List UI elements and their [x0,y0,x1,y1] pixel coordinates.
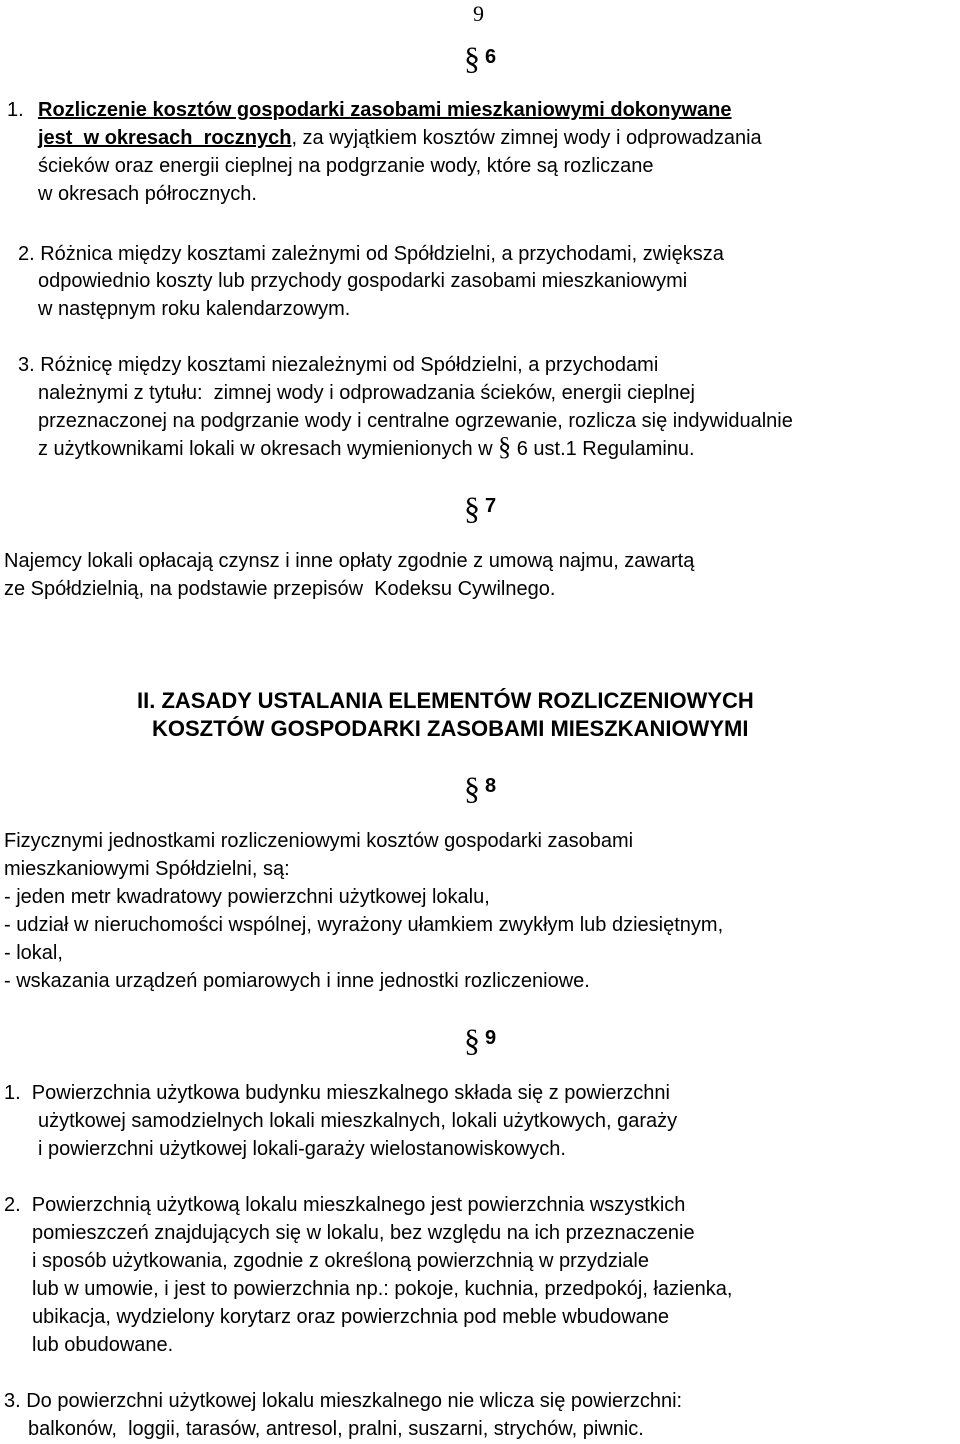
text-line: balkonów, loggii, tarasów, antresol, pralni, suszarni, strychów, piwnic. [28,1418,644,1440]
section-symbol: § [464,40,480,76]
text-line: należnymi z tytułu: zimnej wody i odprowadzania ścieków, energii cieplnej [38,382,695,404]
text-line: lub obudowane. [32,1334,174,1356]
text-line: przeznaczonej na podgrzanie wody i centralne ogrzewanie, rozlicza się indywidualnie [38,410,793,432]
section-symbol: § [464,770,480,806]
text-line: Rozliczenie kosztów gospodarki zasobami mieszkaniowymi dokonywane [38,99,732,121]
text-line: 2. Różnica między kosztami zależnymi od Spółdzielni, a przychodami, zwiększa [18,243,724,265]
text-line: 1. Powierzchnia użytkowa budynku mieszkalnego składa się z powierzchni [4,1082,670,1104]
text-line: pomieszczeń znajdujących się w lokalu, bez względu na ich przeznaczenie [32,1222,695,1244]
text-line: i powierzchni użytkowej lokali-garaży wielostanowiskowych. [38,1138,566,1160]
section-symbol: § [464,1022,480,1058]
text-line: ze Spółdzielnią, na podstawie przepisów Kodeksu Cywilnego. [4,578,556,600]
section-number: 6 [485,46,497,68]
text-line: Fizycznymi jednostkami rozliczeniowymi kosztów gospodarki zasobami [4,830,634,852]
list-item: - jeden metr kwadratowy powierzchni użytkowej lokalu, [4,886,490,908]
text-line: mieszkaniowymi Spółdzielni, są: [4,858,290,880]
text-line: Najemcy lokali opłacają czynsz i inne opłaty zgodnie z umową najmu, zawartą [4,550,695,572]
text-line: lub w umowie, i jest to powierzchnia np.: pokoje, kuchnia, przedpokój, łazienka, [32,1278,733,1300]
list-item: - lokal, [4,942,63,964]
heading-line: II. ZASADY USTALANIA ELEMENTÓW ROZLICZENIOWYCH [137,688,754,713]
list-item: - wskazania urządzeń pomiarowych i inne jednostki rozliczeniowe. [4,970,590,992]
text-line: jest w okresach rocznych, za wyjątkiem kosztów zimnej wody i odprowadzania [38,127,762,149]
text-line: użytkowej samodzielnych lokali mieszkalnych, lokali użytkowych, garaży [38,1110,678,1132]
text-line: 3. Różnicę między kosztami niezależnymi od Spółdzielni, a przychodami [18,354,659,376]
section-symbol: § [498,432,512,461]
section-number: 7 [485,495,497,517]
text-line: z użytkownikami lokali w okresach wymienionych w § 6 ust.1 Regulaminu. [38,432,695,461]
text-line: i sposób użytkowania, zgodnie z określoną powierzchnią w przydziale [32,1250,649,1272]
section-number: 8 [485,775,497,797]
text-line: 2. Powierzchnią użytkową lokalu mieszkalnego jest powierzchnia wszystkich [4,1194,686,1216]
heading-line: KOSZTÓW GOSPODARKI ZASOBAMI MIESZKANIOWYMI [152,716,749,741]
text-line: ubikacja, wydzielony korytarz oraz powierzchnia pod meble wbudowane [32,1306,670,1328]
text-line: ścieków oraz energii cieplnej na podgrzanie wody, które są rozliczane [38,155,654,177]
list-item: - udział w nieruchomości wspólnej, wyrażony ułamkiem zwykłym lub dziesiętnym, [4,914,724,936]
text-line: w następnym roku kalendarzowym. [38,298,351,320]
section-number: 9 [485,1027,497,1049]
text-line: odpowiednio koszty lub przychody gospodarki zasobami mieszkaniowymi [38,270,688,292]
page-number: 9 [473,1,484,26]
text-line: w okresach półrocznych. [38,183,257,205]
text-line: 3. Do powierzchni użytkowej lokalu mieszkalnego nie wlicza się powierzchni: [4,1390,683,1412]
item-number: 1. [7,99,24,121]
section-symbol: § [464,490,480,526]
